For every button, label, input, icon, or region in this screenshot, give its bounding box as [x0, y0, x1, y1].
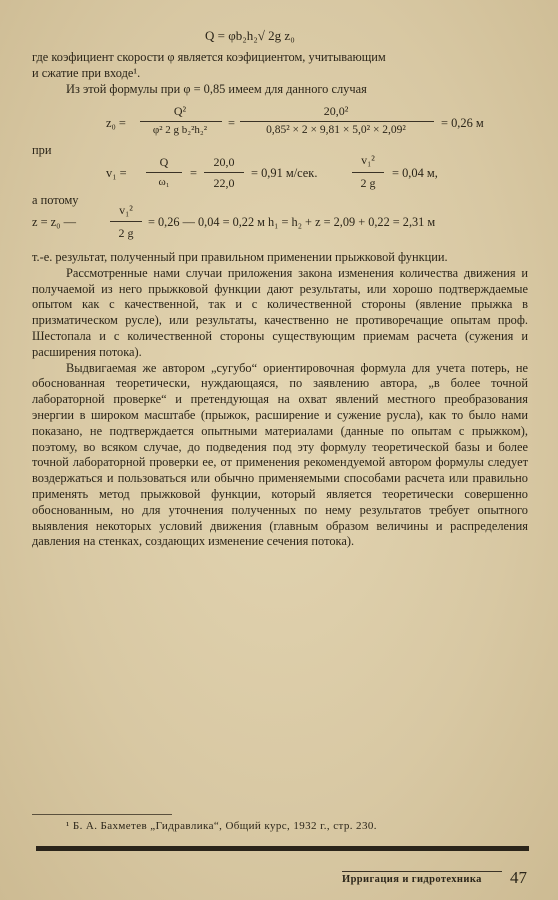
eq-z0-den2: 0,85² × 2 × 9,81 × 5,0² × 2,09²: [266, 124, 406, 136]
footnote: ¹ Б. А. Бахметев „Гидравлика“, Общий курс, 1932 г., стр. 230.: [66, 820, 377, 832]
eq-z0-bar1: [140, 121, 222, 122]
eq-v1-bar3: [352, 172, 384, 173]
eq-v1-bar1: [146, 172, 182, 173]
journal-rule: [342, 871, 502, 872]
eq-z0-bar2: [240, 121, 434, 122]
intro-line-2: и сжатие при входе¹.: [32, 65, 141, 80]
eq-z-bar: [110, 221, 142, 222]
intro-line-3: Из этой формулы при φ = 0,85 имеем для данного случая: [66, 81, 367, 96]
body-text: [32, 250, 528, 550]
paragraph-2: Рассмотренные нами случаи приложения закона изменения количества движения и получаемой из него прыжковой функции дают результаты, или хорошо подтверждаемые опытом как с качественной, так и с количественной стороны (явление прыжка в призматическом русле), или результаты, качественно не противоречащие опытам проф. Шестопала и с количественной стороны существующим приемам расчета (сужения и расширения потока).: [32, 265, 528, 359]
eq-z0-result: = 0,26 м: [441, 116, 484, 130]
eq-z-result: = 0,26 — 0,04 = 0,22 м h₁ = h₂ + z = 2,09 + 0,22 = 2,31 м: [148, 215, 436, 229]
intro-line-1: где коэфициент скорости φ является коэфициентом, учитывающим: [32, 50, 386, 64]
eq-z0-eq: =: [228, 116, 235, 130]
eq-v1-den1: ω₁: [158, 176, 170, 188]
eq-v1-eq: =: [190, 166, 197, 180]
paragraph-3: Выдвигаемая же автором „сугубо“ ориентировочная формула для учета потерь, не обоснованная теоретически, нуждающаяся, по заявлению автора, „в более точной лабораторной проверке“ и претендующая на охват явлений местного преобразования энергии в широком масштабе (прыжок, расширение и сужение русла), как то было нами показано, не подтверждается опытными материалами (данные по опытам с прыжком), поэтому, во всяком случае, до подведения под эту формулу теоретической базы и более точной лабораторной проверки ее, от применения рекомендуемой автором формулы следует воздержаться и пользоваться или обычно применяемыми способами расчета или правильно применять метод прыжковой функции, который является теоретически совершенно обоснованным, но для уточнения полученных по нему результатов требует опытного выявления некоторых условий движения (главным образом величины и распределения давления на стенках, создающих изменение сечения потока).: [32, 360, 528, 549]
eq-z-den: 2 g: [118, 226, 134, 240]
eq-z-num: v₁²: [119, 203, 133, 217]
eq-z0-lhs: z₀ =: [106, 116, 126, 130]
journal-title: Ирригация и гидротехника: [342, 874, 482, 885]
eq-v1-mid: = 0,91 м/сек.: [251, 166, 318, 180]
eq-v1-den3: 2 g: [360, 176, 376, 190]
eq-z0-den1: φ² 2 g b₂²h₂²: [152, 124, 208, 136]
eq-v1-num3: v₁²: [361, 153, 375, 167]
eq-v1-num1: Q: [159, 155, 169, 169]
bottom-rule: [36, 846, 529, 851]
eq-v1-bar2: [204, 172, 244, 173]
formula-top: Q = φb₂h₂√ 2g z₀: [205, 28, 295, 43]
eq-v1-result: = 0,04 м,: [392, 166, 438, 180]
eq-z-lhs: z = z₀ —: [32, 215, 76, 229]
word-potomu: а потому: [32, 193, 79, 207]
footnote-separator: [32, 814, 172, 815]
intro-text: [32, 50, 528, 97]
paragraph-1: т.-е. результат, полученный при правильном применении прыжковой функции.: [32, 250, 448, 264]
word-pri: при: [32, 143, 52, 157]
eq-z0-num2: 20,0²: [323, 104, 349, 118]
eq-v1-num3-den: 22,0: [213, 176, 235, 190]
page-number: 47: [510, 868, 527, 887]
eq-z0-num1: Q²: [173, 104, 187, 118]
eq-v1-lhs: v₁ =: [106, 166, 127, 180]
eq-v1-num2: 20,0: [213, 155, 235, 169]
